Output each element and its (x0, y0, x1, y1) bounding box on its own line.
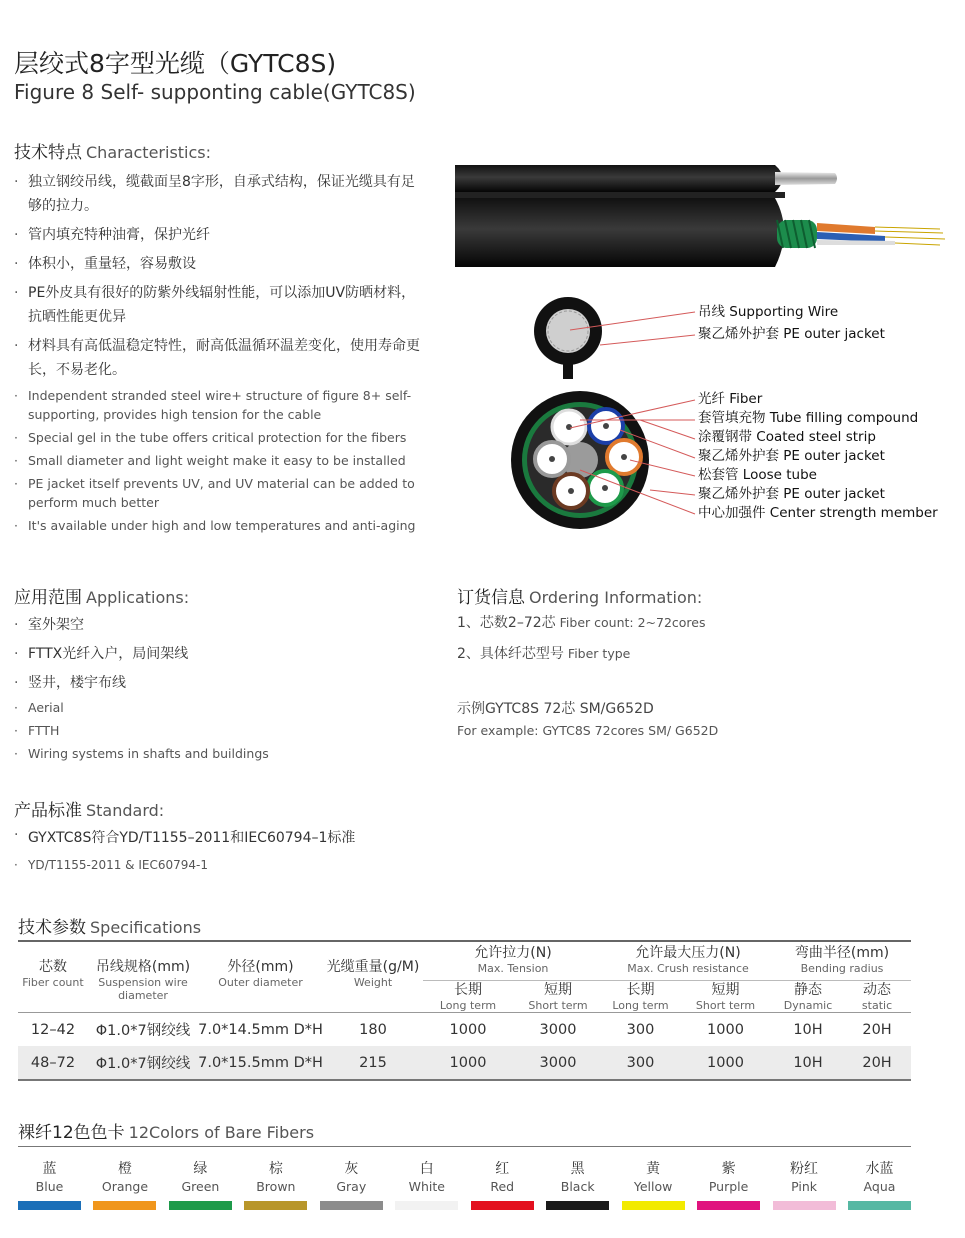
col-outer-diameter-cn: 外径(mm) (227, 959, 294, 975)
color-chart (18, 1160, 911, 1210)
label-pe-outer-jacket: 聚乙烯外护套 PE outer jacket (698, 326, 885, 342)
label-tube-filling: 套管填充物 Tube filling compound (698, 410, 919, 426)
list-item: · YD/T1155-2011 & IEC60794-1 (14, 858, 208, 872)
colors-heading-cn: 裸纤12色色卡 (18, 1123, 125, 1143)
list-item: · GYXTC8S符合YD/T1155–2011和IEC60794–1标准 (14, 827, 355, 847)
color-name-cn: 棕 (268, 1161, 283, 1177)
color-bar (93, 1201, 156, 1210)
specs-heading-en: Specifications (90, 918, 202, 937)
subcol-short-term-en: Short term (528, 999, 588, 1012)
color-name-en: White (408, 1179, 445, 1194)
ordering-line-1-cn: 1、芯数2–72芯 (457, 615, 556, 631)
color-name-en: Yellow (633, 1179, 673, 1194)
color-name-cn: 灰 (344, 1161, 359, 1177)
ordering-line-2 (457, 643, 630, 663)
ordering-heading-en: Ordering Information: (529, 588, 703, 607)
col-max-tension (423, 941, 603, 981)
colors-divider (18, 1146, 911, 1147)
col-weight-en: Weight (353, 976, 393, 989)
ordering-line-2-cn: 2、具体纤芯型号 (457, 646, 564, 662)
list-item: · Wiring systems in shafts and buildings (14, 744, 428, 763)
subcol-dynamic (773, 981, 843, 1013)
color-swatch-item (395, 1160, 458, 1210)
diagram-labels (698, 303, 938, 523)
subcol-short-term-en: Short term (695, 999, 756, 1012)
page-title-en: Figure 8 Self- supponting cable(GYTC8S) (14, 80, 416, 104)
color-name-cn: 蓝 (42, 1161, 57, 1177)
color-bar (169, 1201, 232, 1210)
table-cell: 1000 (423, 1046, 513, 1080)
color-name-en: Orange (101, 1179, 149, 1194)
specs-heading-cn: 技术参数 (18, 918, 86, 938)
list-item: · PE jacket itself prevents UV, and UV material can be added to perform much better (14, 474, 428, 512)
subcol-short-term-cn: 短期 (711, 982, 740, 998)
col-weight-cn: 光缆重量(g/M) (326, 959, 420, 975)
characteristics-list-cn (14, 170, 426, 387)
color-name-en: Pink (791, 1179, 817, 1194)
color-name-en: Brown (256, 1179, 296, 1194)
col-max-crush (603, 941, 773, 981)
label-pe-outer-jacket: 聚乙烯外护套 PE outer jacket (698, 448, 885, 464)
ordering-line-2-en: Fiber type (567, 646, 631, 661)
cable-side-view-illustration (455, 165, 950, 270)
characteristics-heading-cn: 技术特点 (14, 143, 82, 163)
ordering-example-en: For example: GYTC8S 72cores SM/ G652D (457, 723, 719, 738)
color-swatch-item (773, 1160, 836, 1210)
characteristics-heading (14, 138, 211, 163)
color-bar (773, 1201, 836, 1210)
diagram-leader-lines (560, 300, 705, 525)
characteristics-list-en (14, 386, 428, 539)
list-item: · 室外架空 (14, 613, 426, 637)
list-item: · 竖井，楼宇布线 (14, 671, 426, 695)
table-cell: 10H (793, 1021, 823, 1038)
color-bar (18, 1201, 81, 1210)
table-cell: 48–72 (18, 1046, 88, 1080)
color-bar (848, 1201, 911, 1210)
col-max-crush-en: Max. Crush resistance (627, 962, 749, 975)
applications-list-cn (14, 613, 426, 700)
color-name-en: Blue (35, 1179, 64, 1194)
subcol-short-term-cn: 短期 (544, 982, 572, 998)
table-cell: 3000 (539, 1021, 577, 1038)
col-fiber-count-cn: 芯数 (39, 959, 67, 975)
color-swatch-item (546, 1160, 609, 1210)
color-bar (622, 1201, 685, 1210)
applications-heading-cn: 应用范围 (14, 588, 82, 608)
list-item: · Special gel in the tube offers critical protection for the fibers (14, 428, 428, 447)
specs-table (18, 940, 911, 1081)
list-item: · FTTH (14, 721, 428, 740)
ordering-line-1-en: Fiber count: 2~72cores (559, 615, 706, 630)
subcol-long-term (603, 981, 678, 1013)
label-loose-tube: 松套管 Loose tube (698, 467, 817, 483)
subcol-long-term-en: Long term (439, 999, 497, 1012)
specs-heading (18, 913, 201, 938)
list-item: · 体积小，重量轻，容易敷设 (14, 252, 426, 276)
list-item: · Aerial (14, 698, 428, 717)
table-cell: 20H (862, 1021, 892, 1038)
color-name-cn: 水蓝 (865, 1161, 894, 1177)
color-swatch-item (622, 1160, 685, 1210)
color-swatch-item (848, 1160, 911, 1210)
color-bar (546, 1201, 609, 1210)
standard-list-en (14, 858, 208, 872)
subcol-dynamic-cn: 静态 (794, 982, 823, 998)
col-max-tension-cn: 允许拉力(N) (474, 945, 552, 961)
table-cell: 7.0*14.5mm D*H (198, 1021, 323, 1038)
applications-list-en (14, 698, 428, 767)
color-swatch-item (320, 1160, 383, 1210)
col-bending-radius-en: Bending radius (800, 962, 884, 975)
color-name-cn: 橙 (117, 1161, 132, 1177)
color-name-en: Purple (708, 1179, 749, 1194)
table-cell: 1000 (678, 1046, 773, 1080)
col-bending-radius (773, 941, 911, 981)
col-suspension-wire-en: Suspension wire diameter (98, 976, 188, 1002)
table-row (18, 1046, 911, 1080)
subcol-dynamic-en: Dynamic (783, 999, 833, 1012)
subcol-long-term-en: Long term (612, 999, 669, 1012)
color-name-cn: 白 (419, 1161, 434, 1177)
table-cell: 20H (843, 1046, 911, 1080)
color-name-en: Red (490, 1179, 515, 1194)
standard-heading (14, 796, 164, 821)
table-cell: 12–42 (30, 1021, 76, 1038)
standard-heading-cn: 产品标准 (14, 801, 82, 821)
applications-heading (14, 583, 189, 608)
label-coated-steel-strip: 涂覆钢带 Coated steel strip (698, 429, 876, 445)
color-swatch-item (93, 1160, 156, 1210)
table-cell: 180 (359, 1021, 387, 1038)
subcol-long-term (423, 981, 513, 1013)
color-name-en: Green (181, 1179, 220, 1194)
table-cell: 10H (773, 1046, 843, 1080)
standard-heading-en: Standard: (86, 801, 165, 820)
table-cell: 3000 (513, 1046, 603, 1080)
subcol-static-en: static (861, 999, 893, 1012)
table-cell: 300 (626, 1021, 655, 1038)
color-bar (697, 1201, 760, 1210)
subcol-short-term (678, 981, 773, 1013)
col-weight (323, 941, 423, 1013)
label-fiber: 光纤 Fiber (698, 391, 763, 407)
col-outer-diameter (198, 941, 323, 1013)
list-item: · FTTX光纤入户，局间架线 (14, 642, 426, 666)
color-bar (320, 1201, 383, 1210)
list-item: · It's available under high and low temperatures and anti-aging (14, 516, 428, 535)
list-item: · Small diameter and light weight make it easy to be installed (14, 451, 428, 470)
standard-list-cn (14, 827, 355, 847)
color-swatch-item (244, 1160, 307, 1210)
label-supporting-wire: 吊线 Supporting Wire (698, 304, 839, 320)
list-item: · Independent stranded steel wire+ structure of figure 8+ self-supporting, provides high tension for the cable (14, 386, 428, 424)
col-bending-radius-cn: 弯曲半径(mm) (794, 945, 890, 961)
ordering-heading-cn: 订货信息 (457, 588, 525, 608)
color-name-en: Gray (336, 1179, 367, 1194)
color-swatch-item (471, 1160, 534, 1210)
color-bar (471, 1201, 534, 1210)
colors-heading-en: 12Colors of Bare Fibers (128, 1123, 315, 1142)
color-name-cn: 黄 (646, 1161, 661, 1177)
colors-heading (18, 1118, 314, 1143)
col-suspension-wire-cn: 吊线规格(mm) (95, 959, 191, 975)
table-cell: Φ1.0*7钢绞线 (95, 1023, 191, 1039)
color-name-cn: 紫 (721, 1161, 736, 1177)
color-swatch-item (18, 1160, 81, 1210)
color-swatch-item (697, 1160, 760, 1210)
list-item: · PE外皮具有很好的防紫外线辐射性能，可以添加UV防晒材料，抗晒性能更优异 (14, 281, 426, 329)
label-center-strength-member: 中心加强件 Center strength member (698, 505, 938, 521)
list-item: · 管内填充特种油膏，保护光纤 (14, 223, 426, 247)
color-swatch-item (169, 1160, 232, 1210)
col-suspension-wire (88, 941, 198, 1013)
subcol-long-term-cn: 长期 (626, 982, 655, 998)
color-name-en: Black (560, 1179, 595, 1194)
table-row (18, 1013, 911, 1047)
col-max-crush-cn: 允许最大压力(N) (635, 945, 741, 961)
label-pe-outer-jacket: 聚乙烯外护套 PE outer jacket (698, 486, 885, 502)
table-cell: 300 (603, 1046, 678, 1080)
col-fiber-count (18, 941, 88, 1013)
color-name-cn: 黑 (570, 1161, 585, 1177)
ordering-line-1 (457, 612, 706, 632)
color-name-en: Aqua (863, 1179, 896, 1194)
table-cell: Φ1.0*7钢绞线 (88, 1046, 198, 1080)
list-item: · 独立钢绞吊线，缆截面呈8字形，自承式结构，保证光缆具有足够的拉力。 (14, 170, 426, 218)
ordering-example-cn: 示例GYTC8S 72芯 SM/G652D (457, 701, 654, 717)
table-cell: 1000 (707, 1021, 744, 1038)
table-cell: 7.0*15.5mm D*H (198, 1046, 323, 1080)
subcol-long-term-cn: 长期 (454, 982, 482, 998)
color-name-cn: 绿 (193, 1161, 208, 1177)
characteristics-heading-en: Characteristics: (86, 143, 212, 162)
applications-heading-en: Applications: (86, 588, 190, 607)
color-bar (395, 1201, 458, 1210)
subcol-static (843, 981, 911, 1013)
ordering-heading (457, 583, 702, 608)
col-fiber-count-en: Fiber count (22, 976, 84, 989)
subcol-static-cn: 动态 (863, 982, 892, 998)
col-outer-diameter-en: Outer diameter (218, 976, 303, 989)
page-title-cn: 层绞式8字型光缆（GYTC8S) (14, 49, 337, 78)
color-bar (244, 1201, 307, 1210)
table-cell: 215 (323, 1046, 423, 1080)
col-max-tension-en: Max. Tension (477, 962, 549, 975)
list-item: · 材料具有高低温稳定特性，耐高低温循环温差变化，使用寿命更长，不易老化。 (14, 334, 426, 382)
color-name-cn: 粉红 (790, 1161, 819, 1177)
color-name-cn: 红 (495, 1161, 510, 1177)
table-cell: 1000 (449, 1021, 487, 1038)
subcol-short-term (513, 981, 603, 1013)
